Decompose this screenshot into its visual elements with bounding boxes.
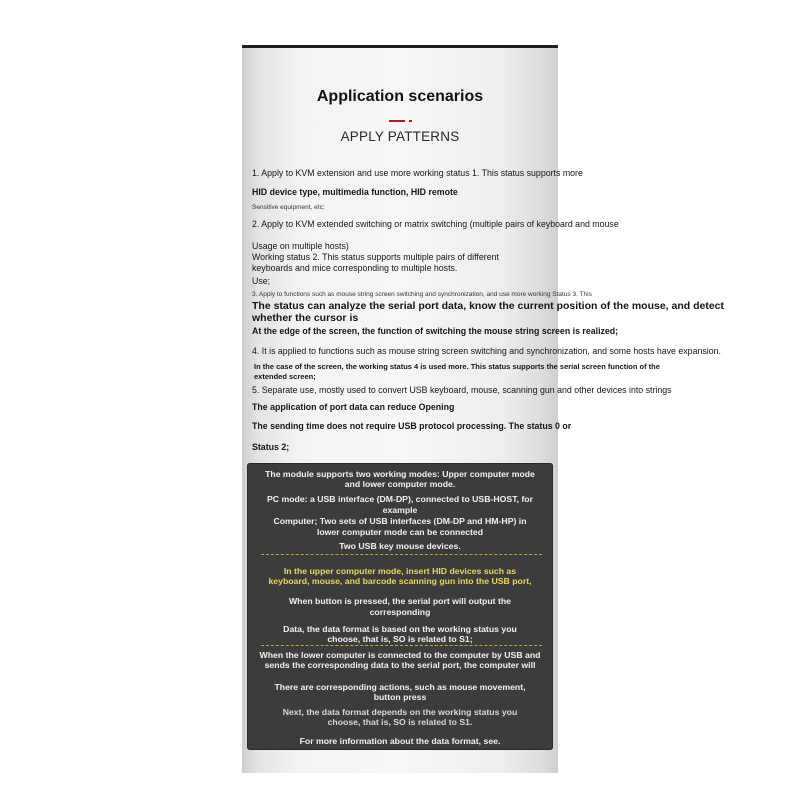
- paragraph-line: Usage on multiple hosts): [252, 241, 349, 251]
- paragraph-line: Status 2;: [252, 442, 290, 452]
- box-line: Computer; Two sets of USB interfaces (DM-DP and HM-HP) in: [273, 516, 527, 526]
- paragraph-line: 5. Separate use, mostly used to convert USB keyboard, mouse, scanning gun and other devices into strings: [252, 385, 672, 395]
- box-line: choose, that is, SO is related to S1.: [327, 717, 473, 727]
- box-line-highlight: In the upper computer mode, insert HID devices such as: [283, 566, 517, 576]
- paragraph-line: 3. Apply to functions such as mouse string screen switching and synchronization, and use more working Status 3. This: [252, 291, 592, 298]
- box-line: Two USB key mouse devices.: [339, 541, 461, 551]
- paragraph-line: 4. It is applied to functions such as mouse string screen switching and synchronization, and some hosts have expansion.: [252, 346, 721, 356]
- box-line: When the lower computer is connected to the computer by USB and: [259, 650, 541, 660]
- paragraph-line: Working status 2. This status supports multiple pairs of different: [252, 252, 499, 262]
- box-line: There are corresponding actions, such as mouse movement,: [274, 682, 526, 692]
- paragraph-line: Sensitive equipment, etc;: [252, 204, 325, 211]
- box-line: Next, the data format depends on the working status you: [282, 707, 518, 717]
- paragraph-line: keyboards and mice corresponding to multiple hosts.: [252, 263, 458, 273]
- paragraph-line: The status can analyze the serial port data, know the current position of the mouse, and detect: [252, 300, 725, 312]
- dashed-divider: [261, 554, 542, 555]
- box-line: and lower computer mode.: [344, 479, 456, 489]
- paragraph-line: In the case of the screen, the working status 4 is used more. This status supports the serial screen function of the: [254, 362, 660, 371]
- box-line-highlight: keyboard, mouse, and barcode scanning gun into the USB port,: [268, 576, 532, 586]
- paragraph-line: Use;: [252, 276, 271, 286]
- paragraph-line: At the edge of the screen, the function of switching the mouse string screen is realized;: [252, 326, 619, 336]
- paragraph-line: The application of port data can reduce Opening: [252, 402, 455, 412]
- box-line: corresponding: [369, 607, 431, 617]
- box-line: Data, the data format is based on the working status you: [283, 624, 517, 634]
- box-line: For more information about the data format, see.: [299, 736, 501, 746]
- top-border: [242, 45, 558, 48]
- paragraph-line: HID device type, multimedia function, HID remote: [252, 187, 458, 197]
- title-accent-dot: [409, 120, 412, 122]
- box-line: lower computer mode can be connected: [316, 527, 484, 537]
- page-title: Application scenarios: [316, 88, 484, 105]
- box-line: PC mode: a USB interface (DM-DP), connected to USB-HOST, for: [267, 494, 533, 504]
- paragraph-line: 1. Apply to KVM extension and use more working status 1. This status supports more: [252, 168, 583, 178]
- box-line: When button is pressed, the serial port will output the: [288, 596, 512, 606]
- paragraph-line: The sending time does not require USB protocol processing. The status 0 or: [252, 421, 572, 431]
- paragraph-line: whether the cursor is: [252, 312, 359, 324]
- title-accent-bar: [389, 120, 405, 122]
- page-subtitle: APPLY PATTERNS: [340, 129, 460, 144]
- dashed-divider: [261, 645, 542, 646]
- paragraph-line: 2. Apply to KVM extended switching or matrix switching (multiple pairs of keyboard and mouse: [252, 219, 619, 229]
- box-line: sends the corresponding data to the serial port, the computer will: [264, 660, 536, 670]
- box-line: example: [382, 505, 418, 515]
- box-line: The module supports two working modes: Upper computer mode: [265, 469, 535, 479]
- paragraph-line: extended screen;: [254, 372, 316, 381]
- box-line: button press: [373, 692, 427, 702]
- box-line: choose, that is, SO is related to S1;: [327, 634, 473, 644]
